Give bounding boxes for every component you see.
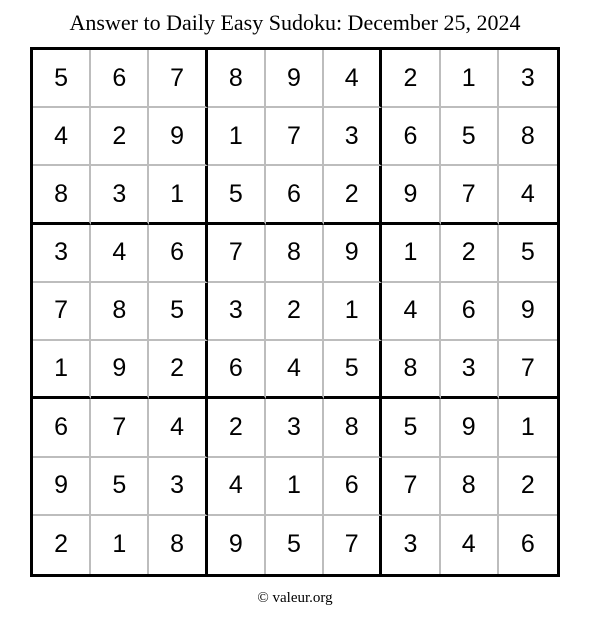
sudoku-cell-r3c8: 7 bbox=[441, 166, 499, 224]
sudoku-cell-r9c1: 2 bbox=[33, 516, 91, 574]
sudoku-cell-r7c9: 1 bbox=[499, 399, 557, 457]
sudoku-cell-r7c7: 5 bbox=[382, 399, 440, 457]
sudoku-cell-r4c8: 2 bbox=[441, 225, 499, 283]
sudoku-cell-r4c2: 4 bbox=[91, 225, 149, 283]
sudoku-cell-r3c6: 2 bbox=[324, 166, 382, 224]
sudoku-cell-r8c7: 7 bbox=[382, 458, 440, 516]
sudoku-cell-r6c7: 8 bbox=[382, 341, 440, 399]
sudoku-cell-r6c2: 9 bbox=[91, 341, 149, 399]
sudoku-cell-r9c9: 6 bbox=[520, 530, 535, 559]
sudoku-cell-r5c7: 4 bbox=[382, 283, 440, 341]
sudoku-cell-r7c8: 9 bbox=[441, 399, 499, 457]
sudoku-cell-r6c6: 5 bbox=[324, 341, 382, 399]
sudoku-cell-r4c7: 1 bbox=[382, 225, 440, 283]
sudoku-cell-r1c7: 2 bbox=[382, 50, 440, 108]
sudoku-cell-r9c7: 3 bbox=[382, 516, 440, 574]
sudoku-cell-r3c4: 5 bbox=[208, 166, 266, 224]
sudoku-cell-r4c1: 3 bbox=[33, 225, 91, 283]
sudoku-cell-r5c6: 1 bbox=[324, 283, 382, 341]
sudoku-cell-r3c3: 1 bbox=[149, 166, 207, 224]
sudoku-cell-r6c8: 3 bbox=[441, 341, 499, 399]
sudoku-cell-r1c4: 8 bbox=[208, 50, 266, 108]
sudoku-cell-r9c5: 5 bbox=[266, 516, 324, 574]
sudoku-cell-r5c9: 9 bbox=[499, 283, 557, 341]
sudoku-cell-r2c9: 8 bbox=[499, 108, 557, 166]
sudoku-cell-r9c2: 1 bbox=[91, 516, 149, 574]
sudoku-cell-r7c2: 7 bbox=[91, 399, 149, 457]
puzzle-title: Answer to Daily Easy Sudoku: December 25, 2024 bbox=[69, 10, 521, 35]
sudoku-cell-r8c8: 8 bbox=[441, 458, 499, 516]
sudoku-cell-r2c2: 2 bbox=[91, 108, 149, 166]
sudoku-cell-r7c3: 4 bbox=[149, 399, 207, 457]
sudoku-cell-r6c3: 2 bbox=[149, 341, 207, 399]
sudoku-cell-r9c6: 7 bbox=[324, 516, 382, 574]
sudoku-cell-r4c4: 7 bbox=[208, 225, 266, 283]
sudoku-cell-r7c5: 3 bbox=[266, 399, 324, 457]
sudoku-cell-r5c3: 5 bbox=[149, 283, 207, 341]
sudoku-cell-r7c6: 8 bbox=[324, 399, 382, 457]
sudoku-cell-r5c5: 2 bbox=[266, 283, 324, 341]
sudoku-cell-r3c9: 4 bbox=[499, 166, 557, 224]
sudoku-cell-r3c7: 9 bbox=[382, 166, 440, 224]
sudoku-cell-r1c8: 1 bbox=[441, 50, 499, 108]
sudoku-cell-r9c3: 8 bbox=[149, 516, 207, 574]
sudoku-cell-r8c1: 9 bbox=[33, 458, 91, 516]
sudoku-cell-r5c1: 7 bbox=[33, 283, 91, 341]
sudoku-board bbox=[30, 47, 560, 577]
sudoku-cell-r2c5: 7 bbox=[266, 108, 324, 166]
sudoku-cell-r2c7: 6 bbox=[382, 108, 440, 166]
sudoku-cell-r7c4: 2 bbox=[208, 399, 266, 457]
sudoku-cell-r4c3: 6 bbox=[149, 225, 207, 283]
sudoku-cell-r1c9: 3 bbox=[499, 50, 557, 108]
sudoku-cell-r1c2: 6 bbox=[91, 50, 149, 108]
sudoku-cell-r1c3: 7 bbox=[149, 50, 207, 108]
sudoku-cell-r1c5: 9 bbox=[266, 50, 324, 108]
sudoku-cell-r5c2: 8 bbox=[91, 283, 149, 341]
sudoku-cell-r8c3: 3 bbox=[149, 458, 207, 516]
sudoku-cell-r8c9: 2 bbox=[499, 458, 557, 516]
sudoku-cell-r1c6: 4 bbox=[324, 50, 382, 108]
sudoku-cell-r8c5: 1 bbox=[266, 458, 324, 516]
sudoku-cell-r4c5: 8 bbox=[266, 225, 324, 283]
sudoku-cell-r4c6: 9 bbox=[324, 225, 382, 283]
sudoku-cell-r2c6: 3 bbox=[324, 108, 382, 166]
sudoku-cell-r2c8: 5 bbox=[441, 108, 499, 166]
sudoku-cell-r9c8: 4 bbox=[441, 516, 499, 574]
sudoku-cell-r2c1: 4 bbox=[33, 108, 91, 166]
sudoku-cell-r8c2: 5 bbox=[91, 458, 149, 516]
sudoku-cell-r3c5: 6 bbox=[266, 166, 324, 224]
sudoku-cell-r9c4: 9 bbox=[208, 516, 266, 574]
sudoku-cell-r3c1: 8 bbox=[33, 166, 91, 224]
sudoku-cell-r6c9: 7 bbox=[499, 341, 557, 399]
sudoku-cell-r2c3: 9 bbox=[149, 108, 207, 166]
sudoku-cell-r4c9: 5 bbox=[499, 225, 557, 283]
copyright-footer: © valeur.org bbox=[257, 590, 333, 606]
sudoku-cell-r6c5: 4 bbox=[266, 341, 324, 399]
sudoku-cell-r2c4: 1 bbox=[208, 108, 266, 166]
sudoku-cell-r5c8: 6 bbox=[441, 283, 499, 341]
sudoku-cell-r5c4: 3 bbox=[208, 283, 266, 341]
sudoku-cell-r6c1: 1 bbox=[33, 341, 91, 399]
sudoku-cell-r8c6: 6 bbox=[324, 458, 382, 516]
sudoku-cell-r7c1: 6 bbox=[33, 399, 91, 457]
sudoku-cell-r3c2: 3 bbox=[91, 166, 149, 224]
sudoku-cell-r6c4: 6 bbox=[208, 341, 266, 399]
sudoku-cell-r8c4: 4 bbox=[208, 458, 266, 516]
sudoku-cell-r1c1: 5 bbox=[33, 50, 91, 108]
